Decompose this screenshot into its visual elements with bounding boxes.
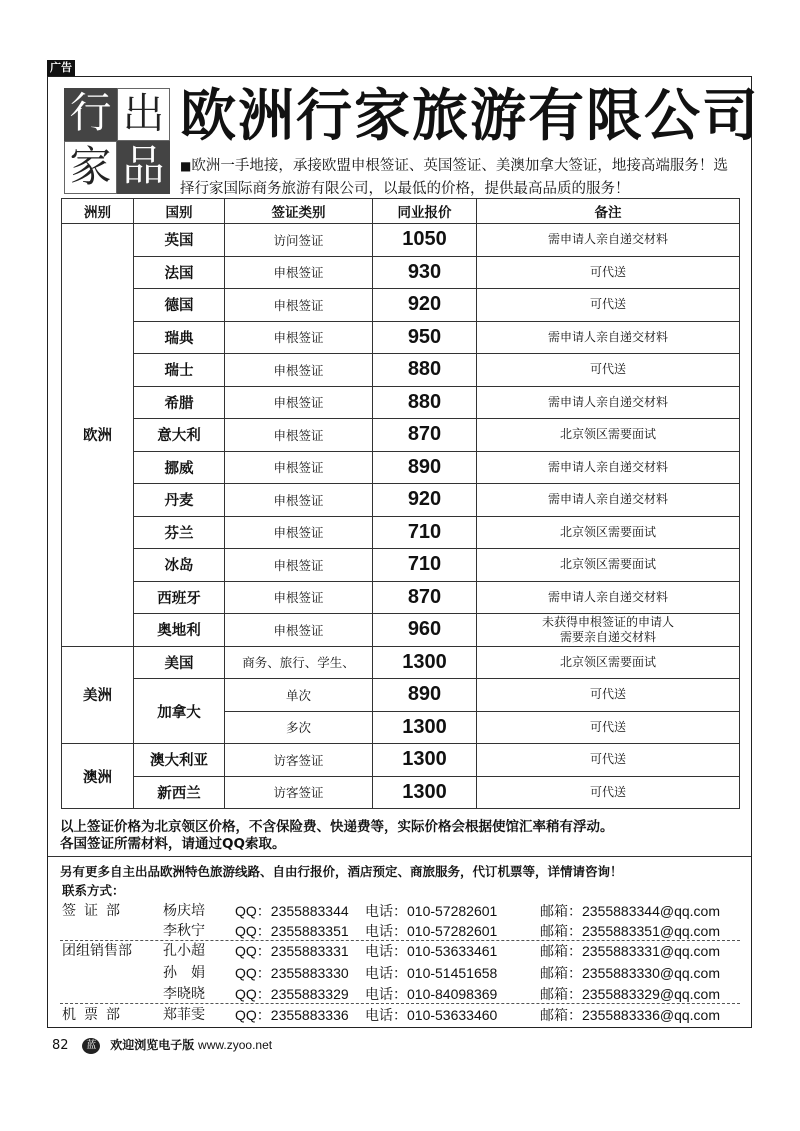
contact-person: 杨庆培 (163, 903, 205, 919)
note-cell: 需申请人亲自递交材料 (477, 321, 740, 354)
note-cell: 可代送 (477, 256, 740, 289)
section-divider (48, 856, 751, 857)
country-cell: 德国 (134, 289, 225, 322)
table-row (62, 386, 740, 419)
country-cell: 瑞典 (134, 321, 225, 354)
contact-person: 孔小超 (163, 943, 205, 959)
page-number: 82 (52, 1038, 69, 1053)
header-note: 备注 (477, 199, 740, 224)
company-name: 欧洲行家旅游有限公司 (180, 84, 760, 149)
country-cell: 芬兰 (134, 516, 225, 549)
contact-person: 李秋宁 (163, 923, 205, 939)
price-cell: 1300 (373, 646, 477, 679)
note-line: 未获得申根签证的申请人 (541, 614, 674, 629)
table-row (62, 289, 740, 322)
note-cell: 可代送 (477, 354, 740, 387)
visa-type-cell: 申根签证 (225, 386, 373, 419)
note-cell: 需申请人亲自递交材料 (477, 484, 740, 517)
price-cell: 870 (373, 581, 477, 614)
country-cell: 美国 (134, 646, 225, 679)
contact-qq[interactable]: QQ：2355883336 (235, 1007, 349, 1023)
contact-phone[interactable]: 电话：010-57282601 (365, 903, 498, 919)
visa-type-cell: 申根签证 (225, 289, 373, 322)
visa-type-cell: 申根签证 (225, 581, 373, 614)
visa-type-cell: 申根签证 (225, 516, 373, 549)
price-cell: 960 (373, 614, 477, 647)
table-row (62, 256, 740, 289)
note-cell: 可代送 (477, 679, 740, 712)
contact-email[interactable]: 邮箱：2355883344@qq.com (540, 903, 720, 919)
visa-price-table (61, 198, 740, 809)
continent-cell: 欧洲 (62, 224, 134, 647)
country-cell: 丹麦 (134, 484, 225, 517)
price-cell: 880 (373, 386, 477, 419)
contact-dept: 机票部 (62, 1007, 128, 1023)
table-row (62, 224, 740, 257)
price-cell: 1050 (373, 224, 477, 257)
visa-type-cell: 申根签证 (225, 419, 373, 452)
table-row (62, 549, 740, 582)
logo-char: 家 (64, 141, 117, 194)
visa-type-cell: 申根签证 (225, 614, 373, 647)
contact-phone[interactable]: 电话：010-53633460 (365, 1007, 498, 1023)
country-cell: 新西兰 (134, 776, 225, 809)
visa-type-cell: 单次 (225, 679, 373, 712)
note-cell: 北京领区需要面试 (477, 419, 740, 452)
contact-divider (60, 940, 740, 941)
ad-label: 广告 (47, 60, 75, 76)
visa-type-cell: 申根签证 (225, 354, 373, 387)
continent-cell: 澳洲 (62, 744, 134, 809)
table-row (62, 679, 740, 712)
more-services-text: 另有更多自主出品欧洲特色旅游线路、自由行报价，酒店预定、商旅服务，代订机票等，详情请咨询！ (60, 864, 623, 879)
visa-type-cell: 访客签证 (225, 776, 373, 809)
contact-row (60, 985, 750, 1004)
visa-type-cell: 商务、旅行、学生、 (225, 646, 373, 679)
contact-row (60, 922, 750, 941)
visa-type-cell: 申根签证 (225, 321, 373, 354)
contact-title: 联系方式： (62, 883, 125, 898)
price-cell: 1300 (373, 776, 477, 809)
note-cell: 北京领区需要面试 (477, 516, 740, 549)
note-line: 需要亲自递交材料 (559, 629, 656, 644)
company-logo (64, 88, 170, 194)
note-cell: 可代送 (477, 711, 740, 744)
country-cell: 冰岛 (134, 549, 225, 582)
contact-email[interactable]: 邮箱：2355883336@qq.com (540, 1007, 720, 1023)
note-cell: 可代送 (477, 776, 740, 809)
price-cell: 1300 (373, 711, 477, 744)
table-row (62, 321, 740, 354)
header-country: 国别 (134, 199, 225, 224)
price-footnote (60, 819, 750, 853)
visa-type-cell: 申根签证 (225, 484, 373, 517)
note-cell: 需申请人亲自递交材料 (477, 386, 740, 419)
visa-type-cell: 多次 (225, 711, 373, 744)
contact-qq[interactable]: QQ：2355883331 (235, 943, 349, 959)
country-cell: 意大利 (134, 419, 225, 452)
price-cell: 1300 (373, 744, 477, 777)
table-row (62, 744, 740, 777)
site-text: 欢迎浏览电子版 (110, 1038, 195, 1052)
note-cell: 需申请人亲自递交材料 (477, 581, 740, 614)
country-cell: 挪威 (134, 451, 225, 484)
contact-email[interactable]: 邮箱：2355883330@qq.com (540, 965, 720, 981)
contact-dept: 团组销售部 (62, 943, 132, 959)
bullet-square-icon: ■ (180, 159, 192, 173)
header-visa-type: 签证类别 (225, 199, 373, 224)
note-cell: 需申请人亲自递交材料 (477, 224, 740, 257)
contact-phone[interactable]: 电话：010-84098369 (365, 986, 498, 1002)
price-cell: 710 (373, 516, 477, 549)
price-cell: 880 (373, 354, 477, 387)
country-cell: 澳大利亚 (134, 744, 225, 777)
note-cell: 可代送 (477, 289, 740, 322)
page-footer (52, 1036, 272, 1054)
visa-type-cell: 申根签证 (225, 256, 373, 289)
intro-body: 欧洲一手地接，承接欧盟申根签证、英国签证、美澳加拿大签证，地接高端服务！选择行家国际商务旅游有限公司，以最低的价格，提供最高品质的服务！ (180, 158, 728, 197)
country-cell: 西班牙 (134, 581, 225, 614)
contact-row (60, 942, 750, 961)
price-cell: 870 (373, 419, 477, 452)
country-cell: 法国 (134, 256, 225, 289)
contact-phone[interactable]: 电话：010-51451658 (365, 965, 498, 981)
contact-dept: 签证部 (62, 903, 128, 919)
table-header-row (62, 199, 740, 224)
contact-row (60, 902, 750, 921)
country-cell: 加拿大 (134, 679, 225, 744)
contact-qq[interactable]: QQ：2355883344 (235, 903, 349, 919)
intro-text (180, 155, 740, 201)
logo-char: 品 (117, 141, 170, 194)
header-continent: 洲别 (62, 199, 134, 224)
visa-type-cell: 申根签证 (225, 451, 373, 484)
contact-email[interactable]: 邮箱：2355883351@qq.com (540, 923, 720, 939)
table-row (62, 419, 740, 452)
price-cell: 920 (373, 484, 477, 517)
contact-qq[interactable]: QQ：2355883351 (235, 923, 349, 939)
country-cell: 希腊 (134, 386, 225, 419)
contact-row (60, 964, 750, 983)
table-row (62, 516, 740, 549)
visa-type-cell: 申根签证 (225, 549, 373, 582)
contact-divider (60, 1003, 740, 1004)
logo-char: 行 (64, 88, 117, 141)
price-cell: 890 (373, 451, 477, 484)
note-cell: 北京领区需要面试 (477, 549, 740, 582)
price-cell: 920 (373, 289, 477, 322)
magazine-logo-icon: 蓝 (82, 1038, 100, 1054)
contact-person: 郑菲雯 (163, 1007, 205, 1023)
site-url[interactable]: www.zyoo.net (198, 1038, 273, 1052)
table-row (62, 484, 740, 517)
table-row (62, 614, 740, 647)
contact-qq[interactable]: QQ：2355883330 (235, 965, 349, 981)
contact-phone[interactable]: 电话：010-53633461 (365, 943, 498, 959)
footnote-line: 以上签证价格为北京领区价格，不含保险费、快递费等，实际价格会根据使馆汇率稍有浮动。 (60, 819, 614, 835)
price-cell: 890 (373, 679, 477, 712)
table-row (62, 646, 740, 679)
contact-person: 孙 娟 (163, 965, 205, 981)
country-cell: 奥地利 (134, 614, 225, 647)
contact-qq[interactable]: QQ：2355883329 (235, 986, 349, 1002)
visa-type-cell: 访问签证 (225, 224, 373, 257)
header-price: 同业报价 (373, 199, 477, 224)
note-cell (477, 614, 740, 647)
price-cell: 930 (373, 256, 477, 289)
note-cell: 可代送 (477, 744, 740, 777)
note-cell: 需申请人亲自递交材料 (477, 451, 740, 484)
continent-cell: 美洲 (62, 646, 134, 744)
visa-type-cell: 访客签证 (225, 744, 373, 777)
table-row (62, 776, 740, 809)
country-cell: 英国 (134, 224, 225, 257)
price-cell: 710 (373, 549, 477, 582)
table-row (62, 451, 740, 484)
note-cell: 北京领区需要面试 (477, 646, 740, 679)
contact-phone[interactable]: 电话：010-57282601 (365, 923, 498, 939)
table-row (62, 581, 740, 614)
country-cell: 瑞士 (134, 354, 225, 387)
contact-email[interactable]: 邮箱：2355883331@qq.com (540, 943, 720, 959)
contact-email[interactable]: 邮箱：2355883329@qq.com (540, 986, 720, 1002)
footnote-line: 各国签证所需材料，请通过QQ索取。 (60, 836, 286, 852)
contact-row (60, 1006, 750, 1025)
price-cell: 950 (373, 321, 477, 354)
table-row (62, 354, 740, 387)
logo-char: 出 (117, 88, 170, 141)
contact-person: 李晓晓 (163, 986, 205, 1002)
